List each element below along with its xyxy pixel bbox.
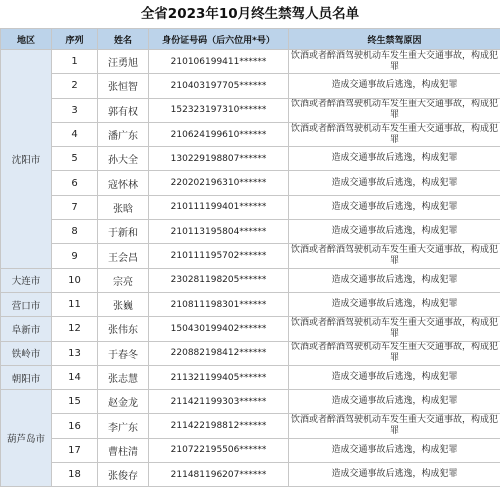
name-cell: 张志慧	[98, 365, 149, 389]
banned-drivers-table	[0, 28, 500, 487]
id-number-cell: 210811198301******	[149, 292, 289, 316]
reason-cell: 造成交通事故后逃逸，构成犯罪	[289, 220, 500, 244]
serial-cell: 16	[52, 414, 98, 438]
table-row	[1, 50, 500, 74]
column-header-name: 姓名	[98, 29, 149, 50]
id-number-cell: 211421199303******	[149, 390, 289, 414]
serial-cell: 9	[52, 244, 98, 268]
reason-cell: 饮酒或者醉酒驾驶机动车发生重大交通事故，构成犯罪	[289, 122, 500, 146]
id-number-cell: 210111199401******	[149, 195, 289, 219]
table-row	[1, 220, 500, 244]
serial-cell: 3	[52, 98, 98, 122]
reason-cell: 饮酒或者醉酒驾驶机动车发生重大交通事故，构成犯罪	[289, 341, 500, 365]
name-cell: 宗亮	[98, 268, 149, 292]
reason-cell: 饮酒或者醉酒驾驶机动车发生重大交通事故，构成犯罪	[289, 414, 500, 438]
id-number-cell: 210113195804******	[149, 220, 289, 244]
table-body	[1, 50, 500, 487]
id-number-cell: 211321199405******	[149, 365, 289, 389]
name-cell: 于春冬	[98, 341, 149, 365]
table-row	[1, 171, 500, 195]
id-number-cell: 130229198807******	[149, 147, 289, 171]
name-cell: 王会昌	[98, 244, 149, 268]
name-cell: 潘广东	[98, 122, 149, 146]
page-title: 全省2023年10月终生禁驾人员名单	[140, 6, 360, 22]
reason-cell: 造成交通事故后逃逸，构成犯罪	[289, 268, 500, 292]
name-cell: 张俊存	[98, 463, 149, 487]
serial-cell: 6	[52, 171, 98, 195]
table-row	[1, 414, 500, 438]
serial-cell: 17	[52, 438, 98, 462]
id-number-cell: 230281198205******	[149, 268, 289, 292]
name-cell: 张晗	[98, 195, 149, 219]
reason-cell: 饮酒或者醉酒驾驶机动车发生重大交通事故，构成犯罪	[289, 50, 500, 74]
table-row	[1, 390, 500, 414]
table-row	[1, 438, 500, 462]
column-header-id: 身份证号码（后六位用*号）	[149, 29, 289, 50]
reason-cell: 造成交通事故后逃逸，构成犯罪	[289, 195, 500, 219]
table-row	[1, 463, 500, 487]
region-cell: 朝阳市	[1, 365, 52, 389]
id-number-cell: 210624199610******	[149, 122, 289, 146]
table-row	[1, 292, 500, 316]
column-header-reason: 终生禁驾原因	[289, 29, 500, 50]
table-row	[1, 195, 500, 219]
table-row	[1, 268, 500, 292]
reason-cell: 饮酒或者醉酒驾驶机动车发生重大交通事故，构成犯罪	[289, 317, 500, 341]
reason-cell: 造成交通事故后逃逸，构成犯罪	[289, 463, 500, 487]
table-row	[1, 317, 500, 341]
name-cell: 汪勇旭	[98, 50, 149, 74]
reason-cell: 饮酒或者醉酒驾驶机动车发生重大交通事故，构成犯罪	[289, 98, 500, 122]
id-number-cell: 220202196310******	[149, 171, 289, 195]
table-row	[1, 74, 500, 98]
id-number-cell: 220882198412******	[149, 341, 289, 365]
serial-cell: 14	[52, 365, 98, 389]
reason-cell: 造成交通事故后逃逸，构成犯罪	[289, 74, 500, 98]
id-number-cell: 210403197705******	[149, 74, 289, 98]
name-cell: 寇怀林	[98, 171, 149, 195]
table-row	[1, 244, 500, 268]
name-cell: 孙大全	[98, 147, 149, 171]
serial-cell: 10	[52, 268, 98, 292]
serial-cell: 12	[52, 317, 98, 341]
column-header-no: 序列	[52, 29, 98, 50]
region-cell: 营口市	[1, 292, 52, 316]
serial-cell: 1	[52, 50, 98, 74]
region-cell: 阜新市	[1, 317, 52, 341]
serial-cell: 15	[52, 390, 98, 414]
region-cell: 葫芦岛市	[1, 390, 52, 487]
name-cell: 张巍	[98, 292, 149, 316]
serial-cell: 5	[52, 147, 98, 171]
name-cell: 张伟东	[98, 317, 149, 341]
id-number-cell: 211422198812******	[149, 414, 289, 438]
reason-cell: 造成交通事故后逃逸，构成犯罪	[289, 365, 500, 389]
reason-cell: 造成交通事故后逃逸，构成犯罪	[289, 438, 500, 462]
serial-cell: 7	[52, 195, 98, 219]
region-cell: 铁岭市	[1, 341, 52, 365]
table-row	[1, 341, 500, 365]
name-cell: 郭有权	[98, 98, 149, 122]
name-cell: 曹柱清	[98, 438, 149, 462]
column-header-region: 地区	[1, 29, 52, 50]
serial-cell: 18	[52, 463, 98, 487]
region-cell: 沈阳市	[1, 50, 52, 269]
id-number-cell: 152323197310******	[149, 98, 289, 122]
table-row	[1, 147, 500, 171]
id-number-cell: 210722195506******	[149, 438, 289, 462]
serial-cell: 8	[52, 220, 98, 244]
reason-cell: 造成交通事故后逃逸，构成犯罪	[289, 147, 500, 171]
reason-cell: 造成交通事故后逃逸，构成犯罪	[289, 292, 500, 316]
reason-cell: 造成交通事故后逃逸，构成犯罪	[289, 171, 500, 195]
table-header-row	[1, 29, 500, 50]
region-cell: 大连市	[1, 268, 52, 292]
id-number-cell: 150430199402******	[149, 317, 289, 341]
reason-cell: 造成交通事故后逃逸，构成犯罪	[289, 390, 500, 414]
serial-cell: 11	[52, 292, 98, 316]
id-number-cell: 211481196207******	[149, 463, 289, 487]
table-row	[1, 365, 500, 389]
serial-cell: 13	[52, 341, 98, 365]
reason-cell: 饮酒或者醉酒驾驶机动车发生重大交通事故，构成犯罪	[289, 244, 500, 268]
table-row	[1, 122, 500, 146]
table-row	[1, 98, 500, 122]
name-cell: 张恒智	[98, 74, 149, 98]
serial-cell: 2	[52, 74, 98, 98]
name-cell: 于新和	[98, 220, 149, 244]
serial-cell: 4	[52, 122, 98, 146]
id-number-cell: 210111195702******	[149, 244, 289, 268]
id-number-cell: 210106199411******	[149, 50, 289, 74]
name-cell: 李广东	[98, 414, 149, 438]
name-cell: 赵金龙	[98, 390, 149, 414]
